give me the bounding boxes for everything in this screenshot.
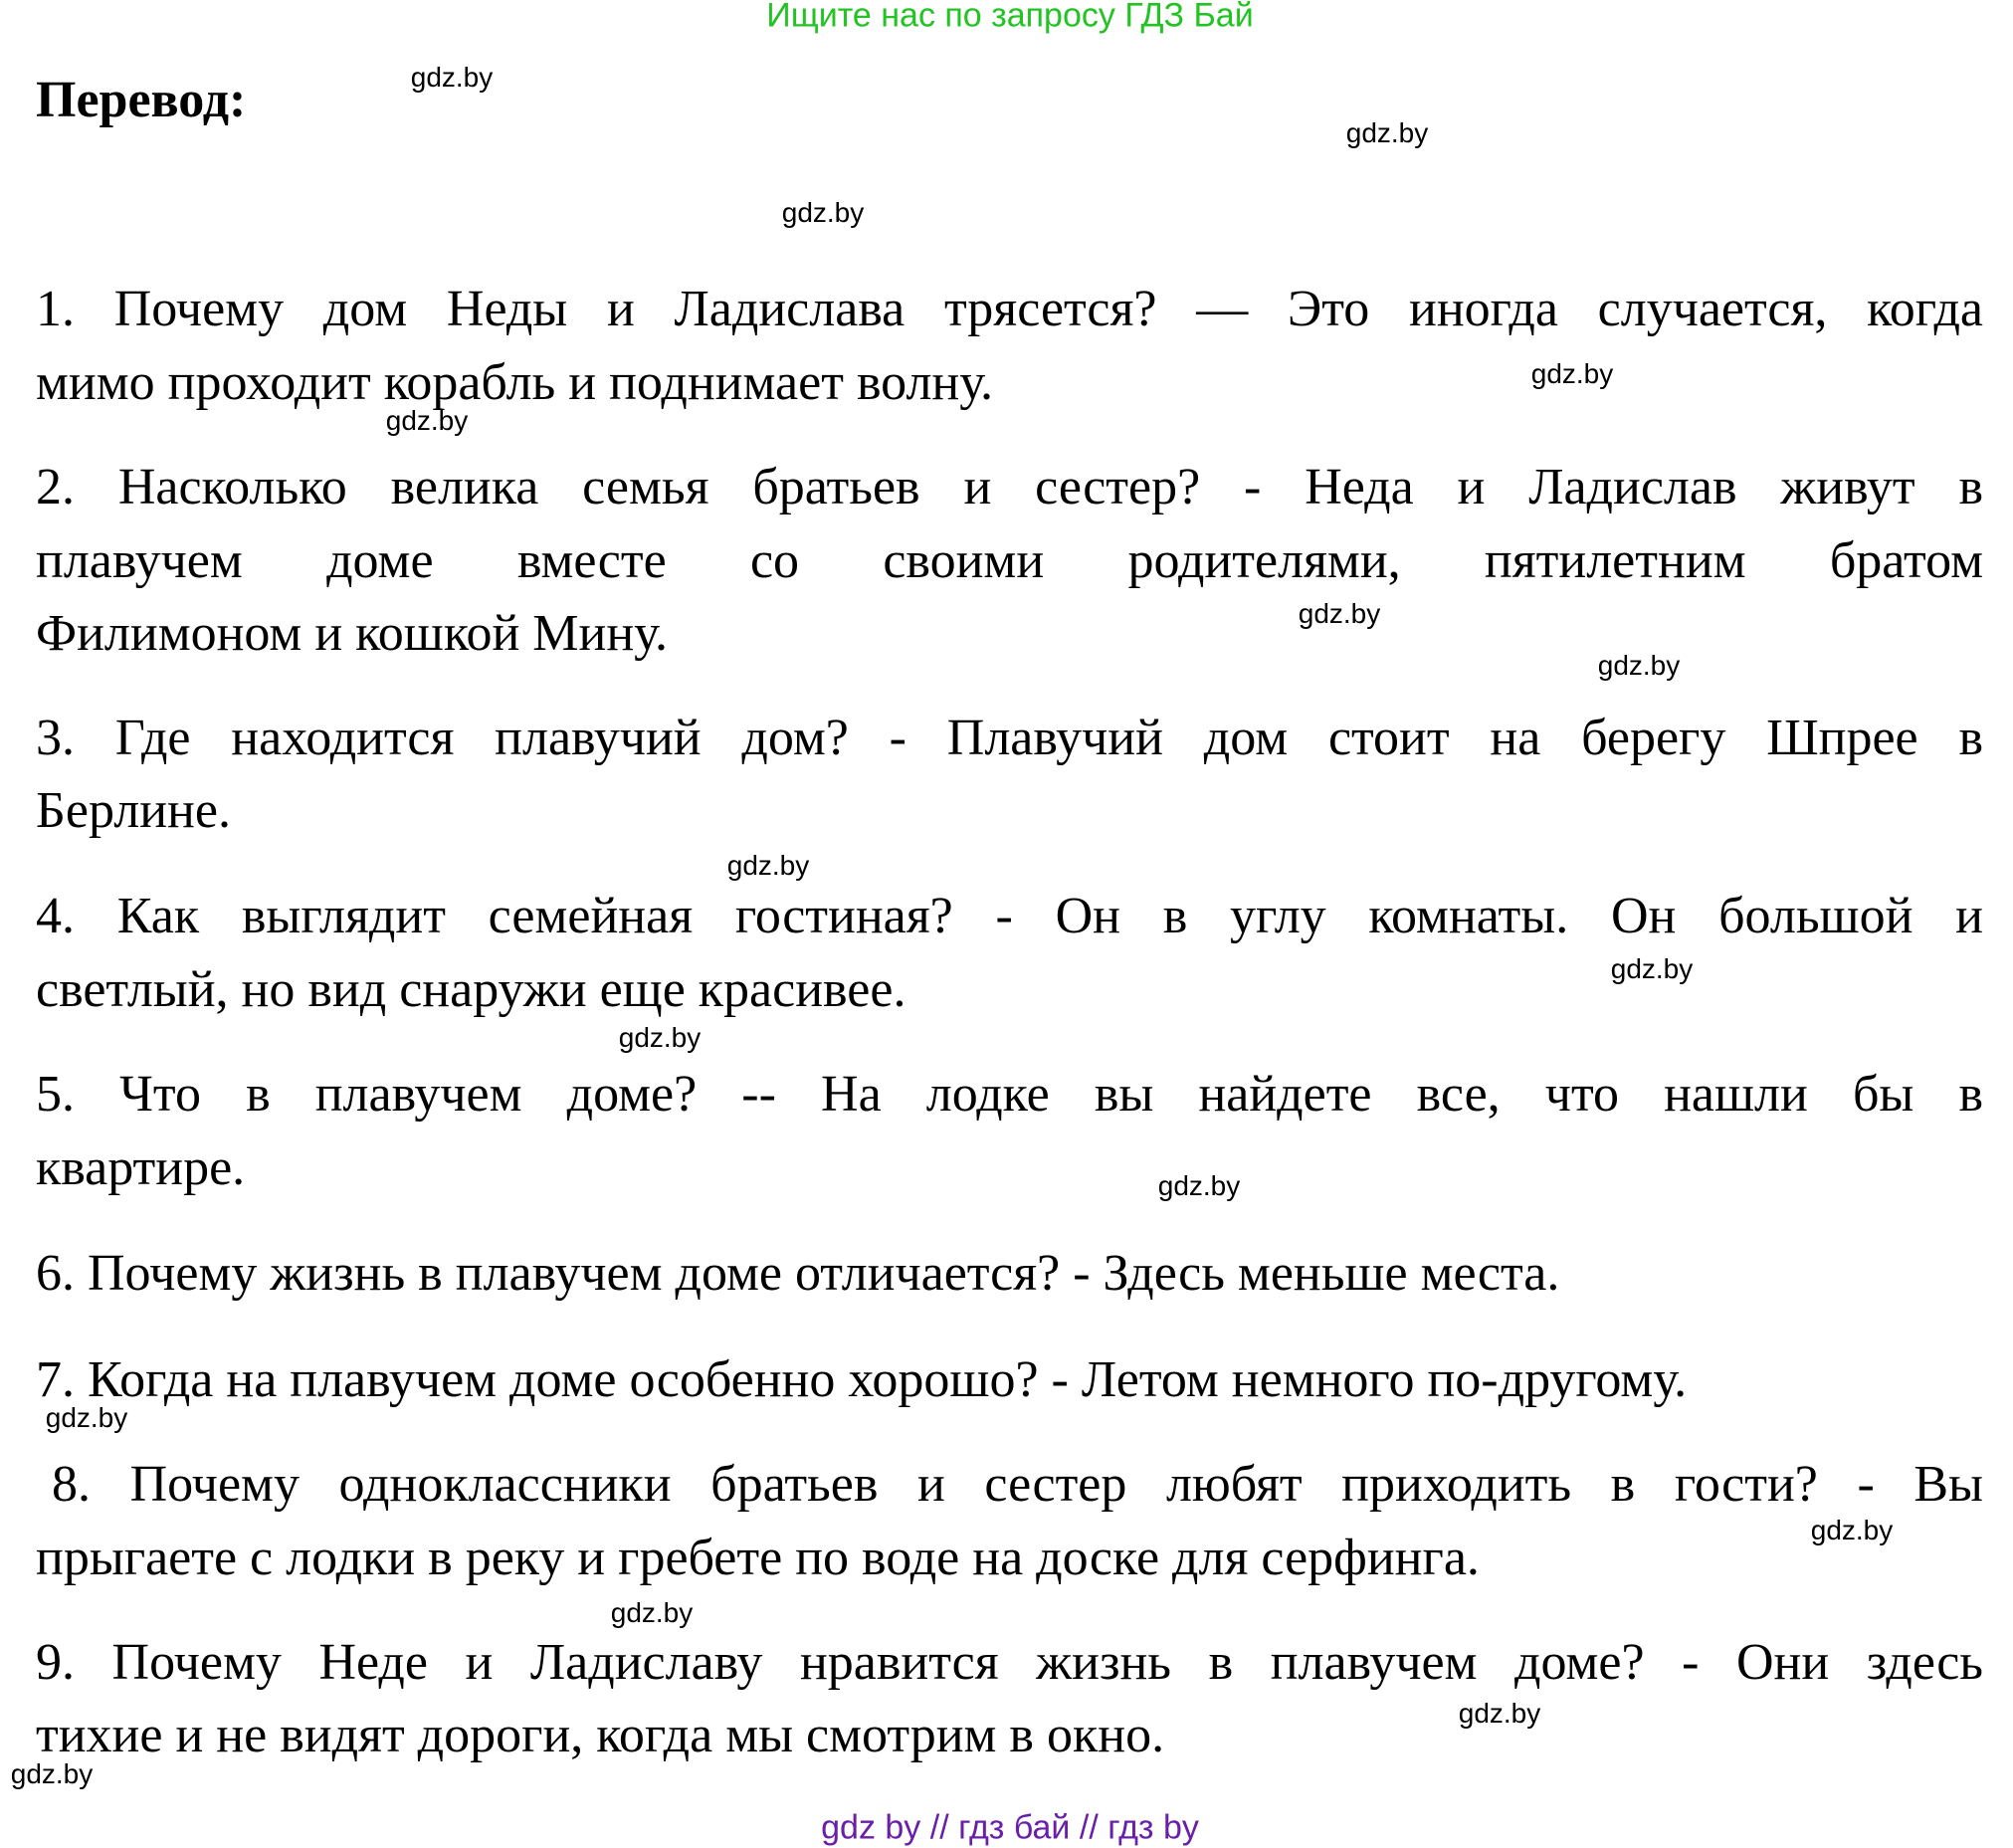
text-line: плавучем доме вместе со своими родителями, пятилетним братом	[36, 532, 1983, 589]
watermark: gdz.by	[610, 1597, 694, 1628]
watermark: gdz.by	[10, 1758, 94, 1789]
watermark: gdz.by	[781, 197, 865, 228]
text-line: мимо проходит корабль и поднимает волну.	[36, 354, 994, 411]
text-line: 4. Как выглядит семейная гостиная? - Он в углу комнаты. Он большой и	[36, 888, 1983, 944]
text-line: 8. Почему одноклассники братьев и сестер любят приходить в гости? - Вы	[52, 1456, 1983, 1513]
text-line: тихие и не видят дороги, когда мы смотрим в окно.	[36, 1707, 1165, 1763]
watermark: gdz.by	[618, 1022, 702, 1053]
text-line: светлый, но вид снаружи еще красивее.	[36, 961, 906, 1018]
text-line: 6. Почему жизнь в плавучем доме отличается? - Здесь меньше места.	[36, 1245, 1560, 1302]
watermark: gdz.by	[385, 405, 469, 436]
text-line: 2. Насколько велика семья братьев и сестер? - Неда и Ладислав живут в	[36, 459, 1983, 515]
watermark: gdz.by	[1810, 1515, 1894, 1545]
watermark: gdz.by	[1610, 953, 1694, 984]
text-line: прыгаете с лодки в реку и гребете по воде на доске для серфинга.	[36, 1530, 1480, 1586]
text-line: Филимоном и кошкой Мину.	[36, 605, 668, 662]
footer-links: gdz by // гдз бай // гдз by	[821, 1808, 1199, 1847]
watermark: gdz.by	[1345, 117, 1429, 148]
page-title: Перевод:	[36, 72, 247, 128]
watermark: gdz.by	[1597, 650, 1681, 681]
search-banner: Ищите нас по запросу ГДЗ Бай	[766, 0, 1254, 35]
text-line: Берлине.	[36, 782, 231, 839]
watermark: gdz.by	[410, 62, 494, 93]
text-line: квартире.	[36, 1139, 246, 1196]
watermark: gdz.by	[1458, 1698, 1541, 1729]
text-line: 3. Где находится плавучий дом? - Плавучий дом стоит на берегу Шпрее в	[36, 710, 1983, 766]
watermark: gdz.by	[1530, 358, 1614, 389]
text-line: 1. Почему дом Неды и Ладислава трясется? — Это иногда случается, когда	[36, 281, 1983, 337]
watermark: gdz.by	[1157, 1170, 1241, 1201]
watermark: gdz.by	[1298, 598, 1381, 629]
text-line: 5. Что в плавучем доме? -- На лодке вы найдете все, что нашли бы в	[36, 1066, 1983, 1123]
watermark: gdz.by	[726, 850, 810, 881]
text-line: 9. Почему Неде и Ладиславу нравится жизнь в плавучем доме? - Они здесь	[36, 1634, 1983, 1691]
text-line: 7. Когда на плавучем доме особенно хорошо? - Летом немного по-другому.	[36, 1351, 1688, 1408]
watermark: gdz.by	[45, 1402, 128, 1433]
